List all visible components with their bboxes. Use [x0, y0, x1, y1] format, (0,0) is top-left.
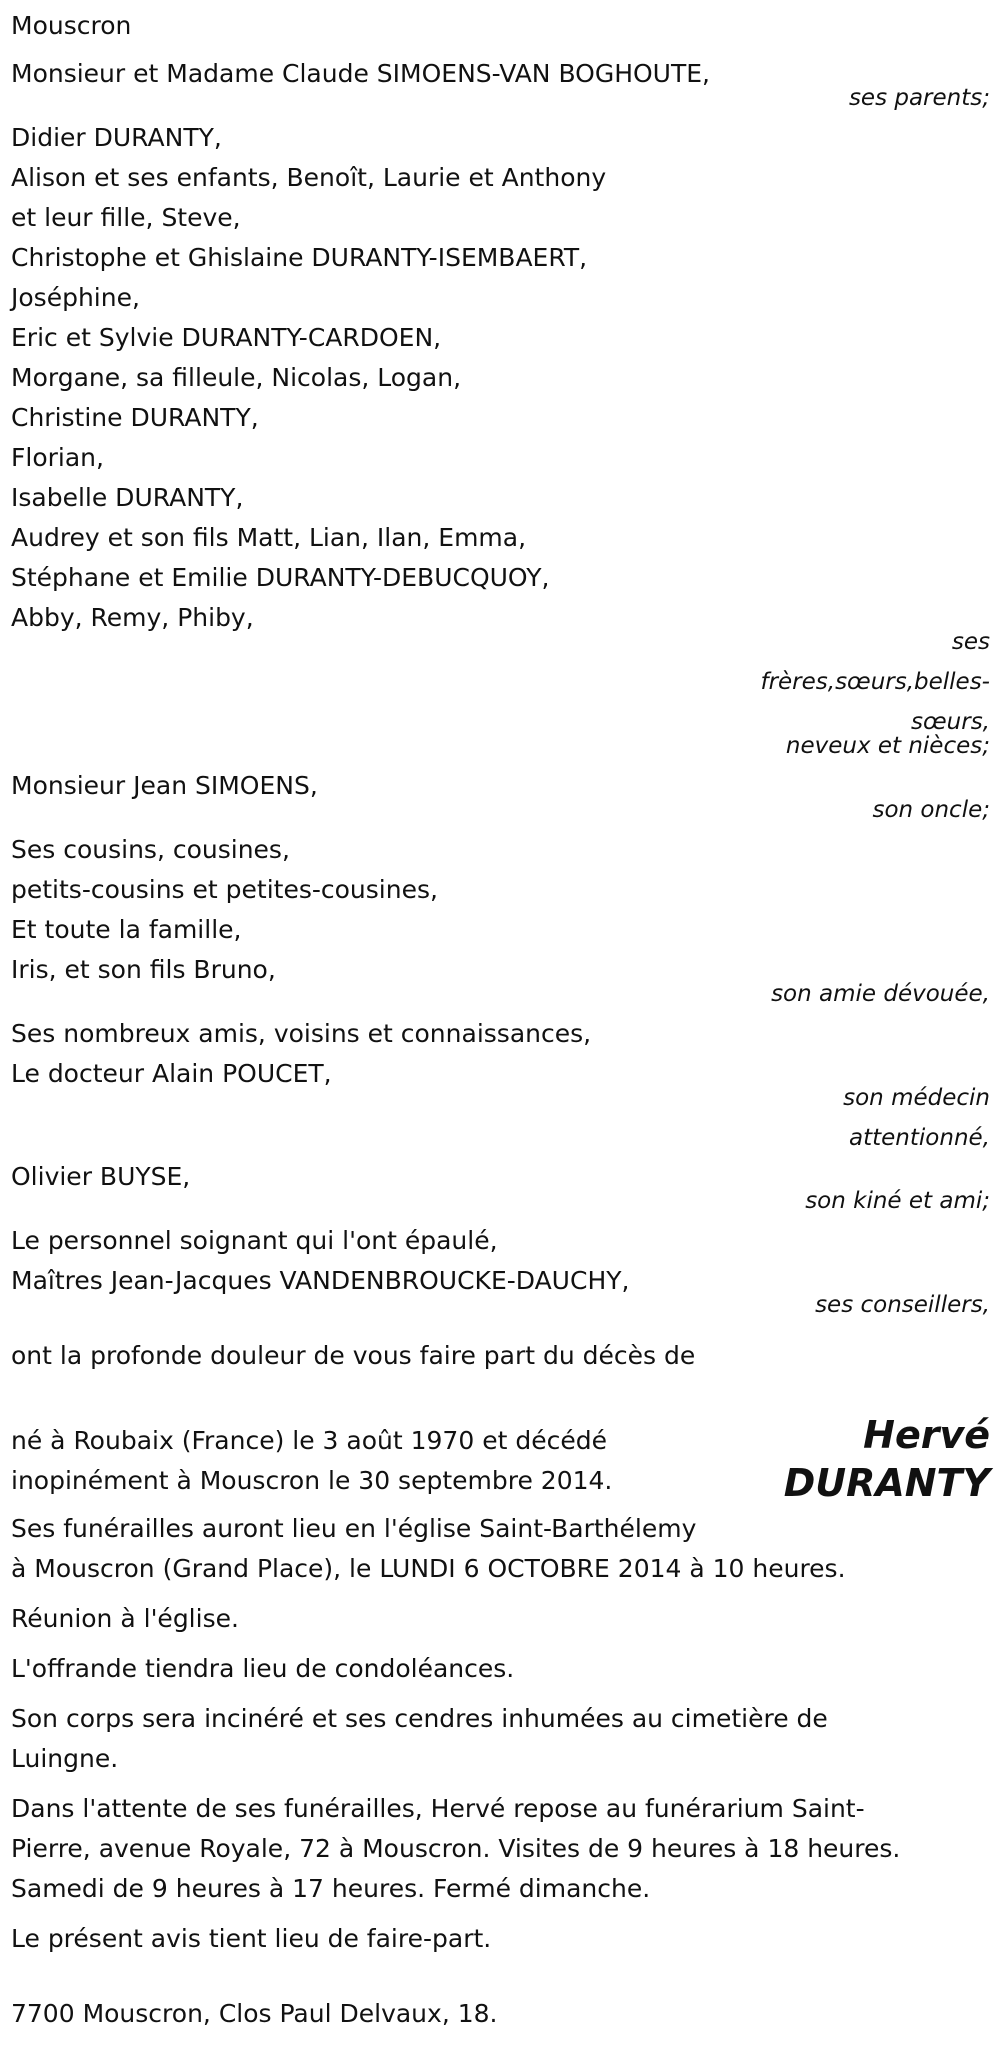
announcement-line: ont la profonde douleur de vous faire part du décès de: [11, 1341, 696, 1370]
address-line: 7700 Mouscron, Clos Paul Delvaux, 18.: [11, 1999, 498, 2028]
family-line: Abby, Remy, Phiby,: [11, 603, 254, 632]
relation-label: ses conseillers,: [815, 1292, 990, 1318]
uncle-line: Monsieur Jean SIMOENS,: [11, 771, 318, 800]
visitation-line: Dans l'attente de ses funérailles, Hervé repose au funérarium Saint-: [11, 1794, 865, 1823]
relation-label: son kiné et ami;: [805, 1188, 990, 1214]
relation-label: attentionné,: [849, 1125, 990, 1151]
birth-death-line: inopinément à Mouscron le 30 septembre 2014.: [11, 1466, 613, 1495]
family-line: Didier DURANTY,: [11, 123, 222, 152]
physio-line: Olivier BUYSE,: [11, 1162, 191, 1191]
family-line: Christophe et Ghislaine DURANTY-ISEMBAERT,: [11, 243, 588, 272]
extended-family-line: petits-cousins et petites-cousines,: [11, 875, 438, 904]
family-line: Joséphine,: [11, 283, 140, 312]
extended-family-line: Et toute la famille,: [11, 915, 242, 944]
care-staff-line: Le personnel soignant qui l'ont épaulé,: [11, 1226, 498, 1255]
relation-label: ses: [951, 629, 990, 655]
family-line: Alison et ses enfants, Benoît, Laurie et Anthony: [11, 163, 607, 192]
friend-line: Iris, et son fils Bruno,: [11, 955, 276, 984]
relation-label: sœurs,: [911, 709, 990, 735]
doctor-line: Le docteur Alain POUCET,: [11, 1059, 332, 1088]
relation-label: son amie dévouée,: [771, 981, 990, 1007]
family-line: Isabelle DURANTY,: [11, 483, 244, 512]
family-line: Morgane, sa filleule, Nicolas, Logan,: [11, 363, 462, 392]
extended-family-line: Ses cousins, cousines,: [11, 835, 290, 864]
deceased-last-name: DURANTY: [783, 1461, 990, 1505]
family-line: Eric et Sylvie DURANTY-CARDOEN,: [11, 323, 442, 352]
relation-label: son oncle;: [872, 797, 990, 823]
parents-line: Monsieur et Madame Claude SIMOENS-VAN BOGHOUTE,: [11, 59, 710, 88]
family-line: Audrey et son fils Matt, Lian, Ilan, Emma,: [11, 523, 527, 552]
locality-line: Mouscron: [11, 11, 132, 40]
cremation-line: Luingne.: [11, 1744, 119, 1773]
family-line: Christine DURANTY,: [11, 403, 259, 432]
relation-label: son médecin: [843, 1085, 990, 1111]
family-line: Stéphane et Emilie DURANTY-DEBUCQUOY,: [11, 563, 550, 592]
meeting-line: Réunion à l'église.: [11, 1604, 239, 1633]
relation-label: neveux et nièces;: [785, 733, 990, 759]
notice-line: Le présent avis tient lieu de faire-part.: [11, 1924, 492, 1953]
notaries-line: Maîtres Jean-Jacques VANDENBROUCKE-DAUCHY,: [11, 1266, 630, 1295]
friends-line: Ses nombreux amis, voisins et connaissances,: [11, 1019, 592, 1048]
funeral-line: Ses funérailles auront lieu en l'église Saint-Barthélemy: [11, 1514, 697, 1543]
visitation-line: Samedi de 9 heures à 17 heures. Fermé dimanche.: [11, 1874, 651, 1903]
birth-death-line: né à Roubaix (France) le 3 août 1970 et décédé: [11, 1426, 607, 1455]
visitation-line: Pierre, avenue Royale, 72 à Mouscron. Visites de 9 heures à 18 heures.: [11, 1834, 901, 1863]
cremation-line: Son corps sera incinéré et ses cendres inhumées au cimetière de: [11, 1704, 828, 1733]
family-line: Florian,: [11, 443, 104, 472]
offering-line: L'offrande tiendra lieu de condoléances.: [11, 1654, 515, 1683]
funeral-line: à Mouscron (Grand Place), le LUNDI 6 OCTOBRE 2014 à 10 heures.: [11, 1554, 846, 1583]
deceased-first-name: Hervé: [863, 1413, 990, 1457]
relation-label: frères,sœurs,belles-: [760, 669, 990, 695]
relation-label: ses parents;: [848, 85, 990, 111]
family-line: et leur fille, Steve,: [11, 203, 241, 232]
